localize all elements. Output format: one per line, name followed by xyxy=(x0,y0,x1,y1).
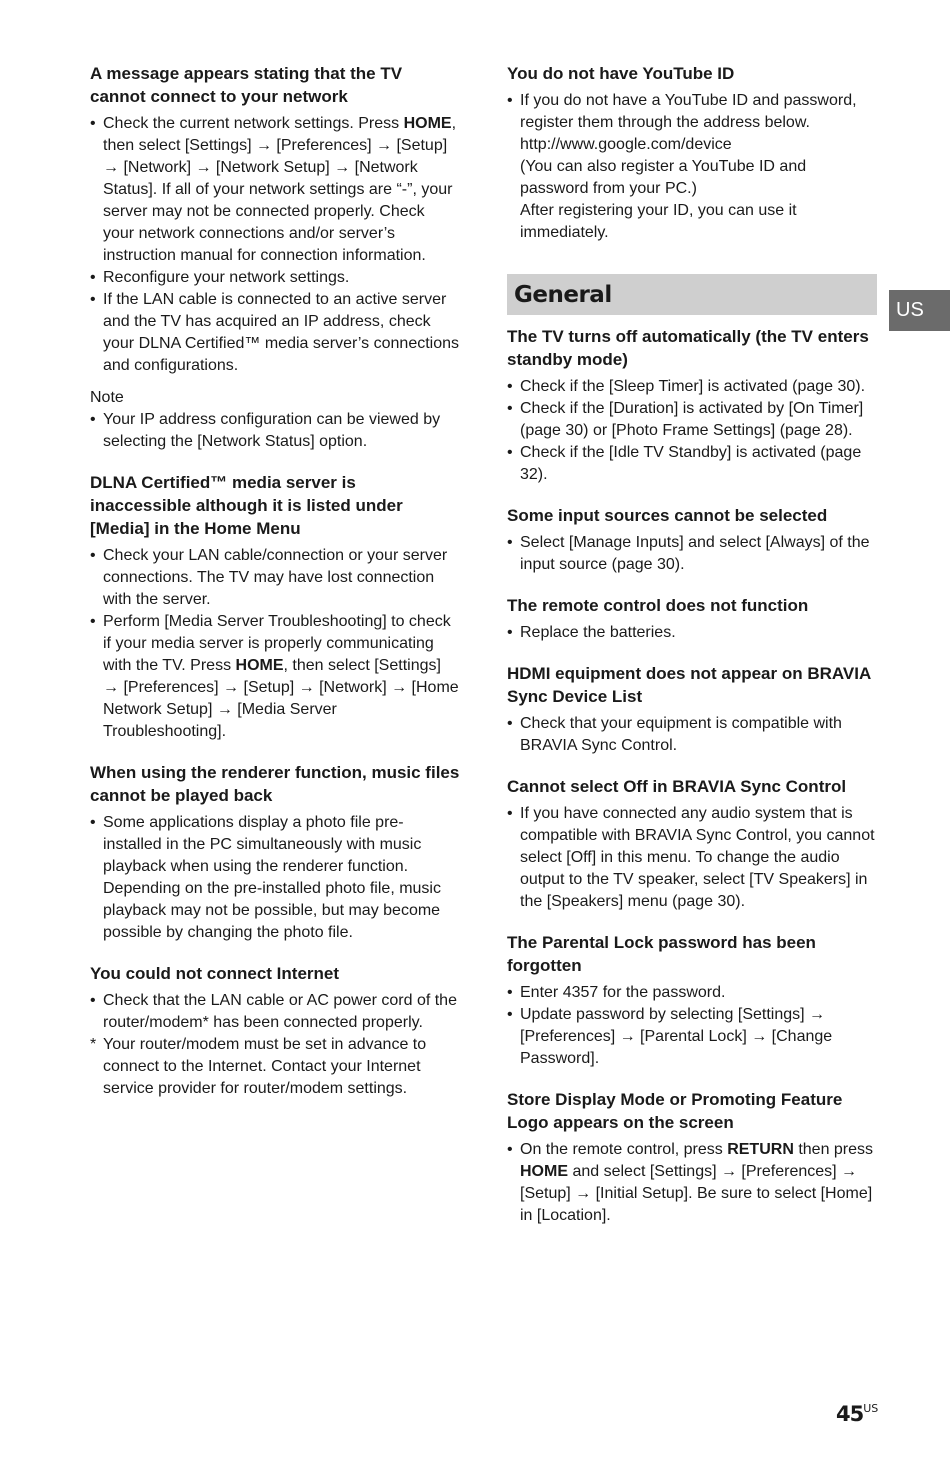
heading-bravia-sync-off: Cannot select Off in BRAVIA Sync Control xyxy=(507,777,847,796)
heading-store-display: Store Display Mode or Promoting Feature Logo appears on the screen xyxy=(507,1090,843,1132)
list-item: • Check that the LAN cable or AC power cord of the router/modem* has been connected properly. xyxy=(90,990,460,1034)
list-item: • If you have connected any audio system that is compatible with BRAVIA Sync Control, you cannot select [Off] in this menu. To change the audio output to the TV speaker, select [TV Speakers] in the [Speakers] menu (page 30). xyxy=(507,803,877,913)
heading-renderer-music: When using the renderer function, music files cannot be played back xyxy=(90,763,460,805)
region-tab: US xyxy=(889,290,950,331)
list-item: • Check if the [Idle TV Standby] is activated (page 32). xyxy=(507,442,877,486)
list-remote-control xyxy=(507,622,877,644)
list-item: • If the LAN cable is connected to an active server and the TV has acquired an IP address, check your DLNA Certified™ media server’s connections and configurations. xyxy=(90,289,460,377)
heading-input-sources: Some input sources cannot be selected xyxy=(507,506,828,525)
heading-remote-control: The remote control does not function xyxy=(507,596,809,615)
heading-parental-lock: The Parental Lock password has been forgotten xyxy=(507,933,816,975)
list-item: • Check if the [Duration] is activated by [On Timer] (page 30) or [Photo Frame Settings] (page 28). xyxy=(507,398,877,442)
list-input-sources xyxy=(507,532,877,576)
list-item: • Reconfigure your network settings. xyxy=(90,267,460,289)
page-number: $45^{US}$ xyxy=(836,1402,879,1426)
right-column xyxy=(507,62,877,1237)
footnote-item: * Your router/modem must be set in advance to connect to the Internet. Contact your Internet service provider for router/modem settings. xyxy=(90,1034,460,1100)
heading-network-message: A message appears stating that the TV cannot connect to your network xyxy=(90,64,403,106)
key-home: HOME xyxy=(403,115,452,132)
heading-no-internet: You could not connect Internet xyxy=(90,964,340,983)
list-parental-lock xyxy=(507,982,877,1070)
list-item: • Check that your equipment is compatible with BRAVIA Sync Control. xyxy=(507,713,877,757)
list-hdmi-equipment xyxy=(507,713,877,757)
key-return: RETURN xyxy=(727,1141,794,1158)
section-header-general: General xyxy=(507,274,877,315)
list-item: • On the remote control, press RETURN then press HOME and select [Settings] → [Preferences] → [Setup] → [Initial Setup]. Be sure to select [Home] in [Location]. xyxy=(507,1139,877,1227)
list-note xyxy=(90,409,460,453)
list-item: • Some applications display a photo file pre-installed in the PC simultaneously with music playback when using the renderer function. Depending on the pre-installed photo file, music playback may not be possible, but may become possible by changing the photo file. xyxy=(90,812,460,944)
heading-hdmi-equipment: HDMI equipment does not appear on BRAVIA Sync Device List xyxy=(507,664,871,706)
left-column xyxy=(90,62,460,1110)
list-dlna-server xyxy=(90,545,460,743)
url-text: http://www.google.com/device xyxy=(520,136,732,153)
list-network-message xyxy=(90,113,460,377)
list-item: • If you do not have a YouTube ID and password, register them through the address below. http://www.google.com/device (You can also register a YouTube ID and password from your PC.) After registering your ID, you can use it immediately. xyxy=(507,90,877,244)
list-tv-turns-off xyxy=(507,376,877,486)
key-home: HOME xyxy=(235,657,284,674)
note-label: Note xyxy=(90,389,124,406)
list-youtube-id xyxy=(507,90,877,244)
key-home: HOME xyxy=(520,1163,568,1180)
list-item: • Perform [Media Server Troubleshooting] to check if your media server is properly communicating with the TV. Press HOME, then select [Settings] → [Preferences] → [Setup] → [Network] → [Home Network Setup] → [Media Server Troubleshooting]. xyxy=(90,611,460,743)
list-item: • Your IP address configuration can be viewed by selecting the [Network Status] option. xyxy=(90,409,460,453)
list-item: • Update password by selecting [Settings] → [Preferences] → [Parental Lock] → [Change Password]. xyxy=(507,1004,877,1070)
heading-tv-turns-off: The TV turns off automatically (the TV enters standby mode) xyxy=(507,327,869,369)
list-renderer-music xyxy=(90,812,460,944)
list-bravia-sync-off xyxy=(507,803,877,913)
list-item: • Check if the [Sleep Timer] is activated (page 30). xyxy=(507,376,877,398)
list-no-internet xyxy=(90,990,460,1100)
page-number-suffix: US xyxy=(863,1402,879,1415)
list-item: • Select [Manage Inputs] and select [Always] of the input source (page 30). xyxy=(507,532,877,576)
heading-dlna-server: DLNA Certified™ media server is inaccessible although it is listed under [Media] in the Home Menu xyxy=(90,473,403,538)
heading-youtube-id: You do not have YouTube ID xyxy=(507,64,735,83)
list-item: • Check the current network settings. Press HOME, then select [Settings] → [Preferences] → [Setup] → [Network] → [Network Setup] → [Network Status]. If all of your network settings are “-”, your server may not be connected properly. Check your network connections and/or server’s instruction manual for connection information. xyxy=(90,113,460,267)
list-item: • Check your LAN cable/connection or your server connections. The TV may have lost connection with the server. xyxy=(90,545,460,611)
list-item: • Enter 4357 for the password. xyxy=(507,982,877,1004)
list-item: • Replace the batteries. xyxy=(507,622,877,644)
list-store-display xyxy=(507,1139,877,1227)
